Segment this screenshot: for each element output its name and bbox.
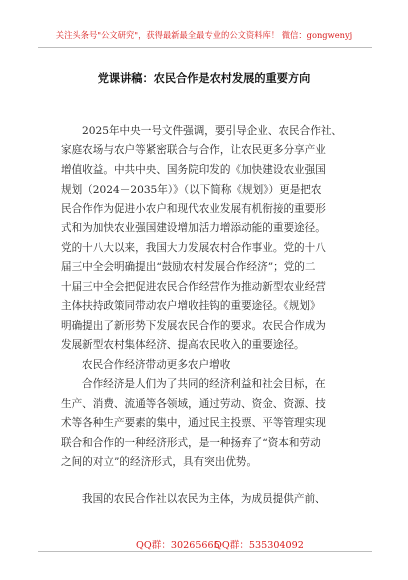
paragraph-line: 主体扶持政策同带动农户增收挂钩的重要途径。《规划》	[61, 300, 321, 312]
paragraph-line: 规划（2024－2035年）》（以下简称《规划》）更是把农	[61, 184, 322, 196]
paragraph-line: 明确提出了新形势下发展农民合作的要求。农民合作成为	[61, 320, 326, 332]
paragraph-line: 届三中全会明确提出“鼓励农村发展合作经济”；党的二	[61, 261, 316, 273]
document-title: 党课讲稿：农民合作是农村发展的重要方向	[97, 71, 311, 85]
header-banner: 关注头条号"公文研究"，获得最新最全最专业的公文资料库！ 微信：gongwenyj	[55, 30, 353, 40]
footer-qq-group-2: QQ群：535304092	[214, 540, 304, 551]
paragraph-line: 增值收益。中共中央、国务院印发的《加快建设农业强国	[61, 164, 326, 176]
paragraph-line: 术等各种生产要素的集中，通过民主投票、平等管理实现	[61, 417, 326, 429]
footer-qq-group-1: QQ群：30265665	[136, 540, 220, 551]
paragraph-line: 式和为加快农业强国建设增加活力增添动能的重要途径。	[61, 222, 326, 234]
paragraph-line: 党的十八大以来，我国大力发展农村合作事业。党的十八	[61, 242, 326, 254]
paragraph-line: 生产、消费、流通等各领域，通过劳动、资金、资源、技	[61, 398, 326, 410]
paragraph-line: 发展新型农村集体经济、提高农民收入的重要途径。	[61, 339, 305, 351]
paragraph-line: 联合和合作的一种经济形式，是一种扬弃了“资本和劳动	[61, 437, 321, 449]
paragraph-line: 我国的农民合作社以农民为主体，为成员提供产前、	[82, 493, 326, 505]
paragraph-line: 之间的对立”的经济形式，具有突出优势。	[61, 456, 258, 468]
paragraph-line: 家庭农场与农户等紧密联合与合作，让农民更多分享产业	[61, 144, 326, 156]
paragraph-line: 2025年中央一号文件强调，要引导企业、农民合作社、	[82, 125, 343, 137]
footer-divider	[38, 551, 372, 552]
paragraph-line: 合作经济是人们为了共同的经济利益和社会目标，在	[82, 378, 326, 390]
section-heading: 农民合作经济带动更多农户增收	[82, 359, 231, 371]
paragraph-line: 十届三中全会把促进农民合作经营作为推动新型农业经营	[61, 281, 326, 293]
header-divider	[38, 47, 372, 48]
paragraph-line: 民合作作为促进小农户和现代农业发展有机衔接的重要形	[61, 203, 326, 215]
